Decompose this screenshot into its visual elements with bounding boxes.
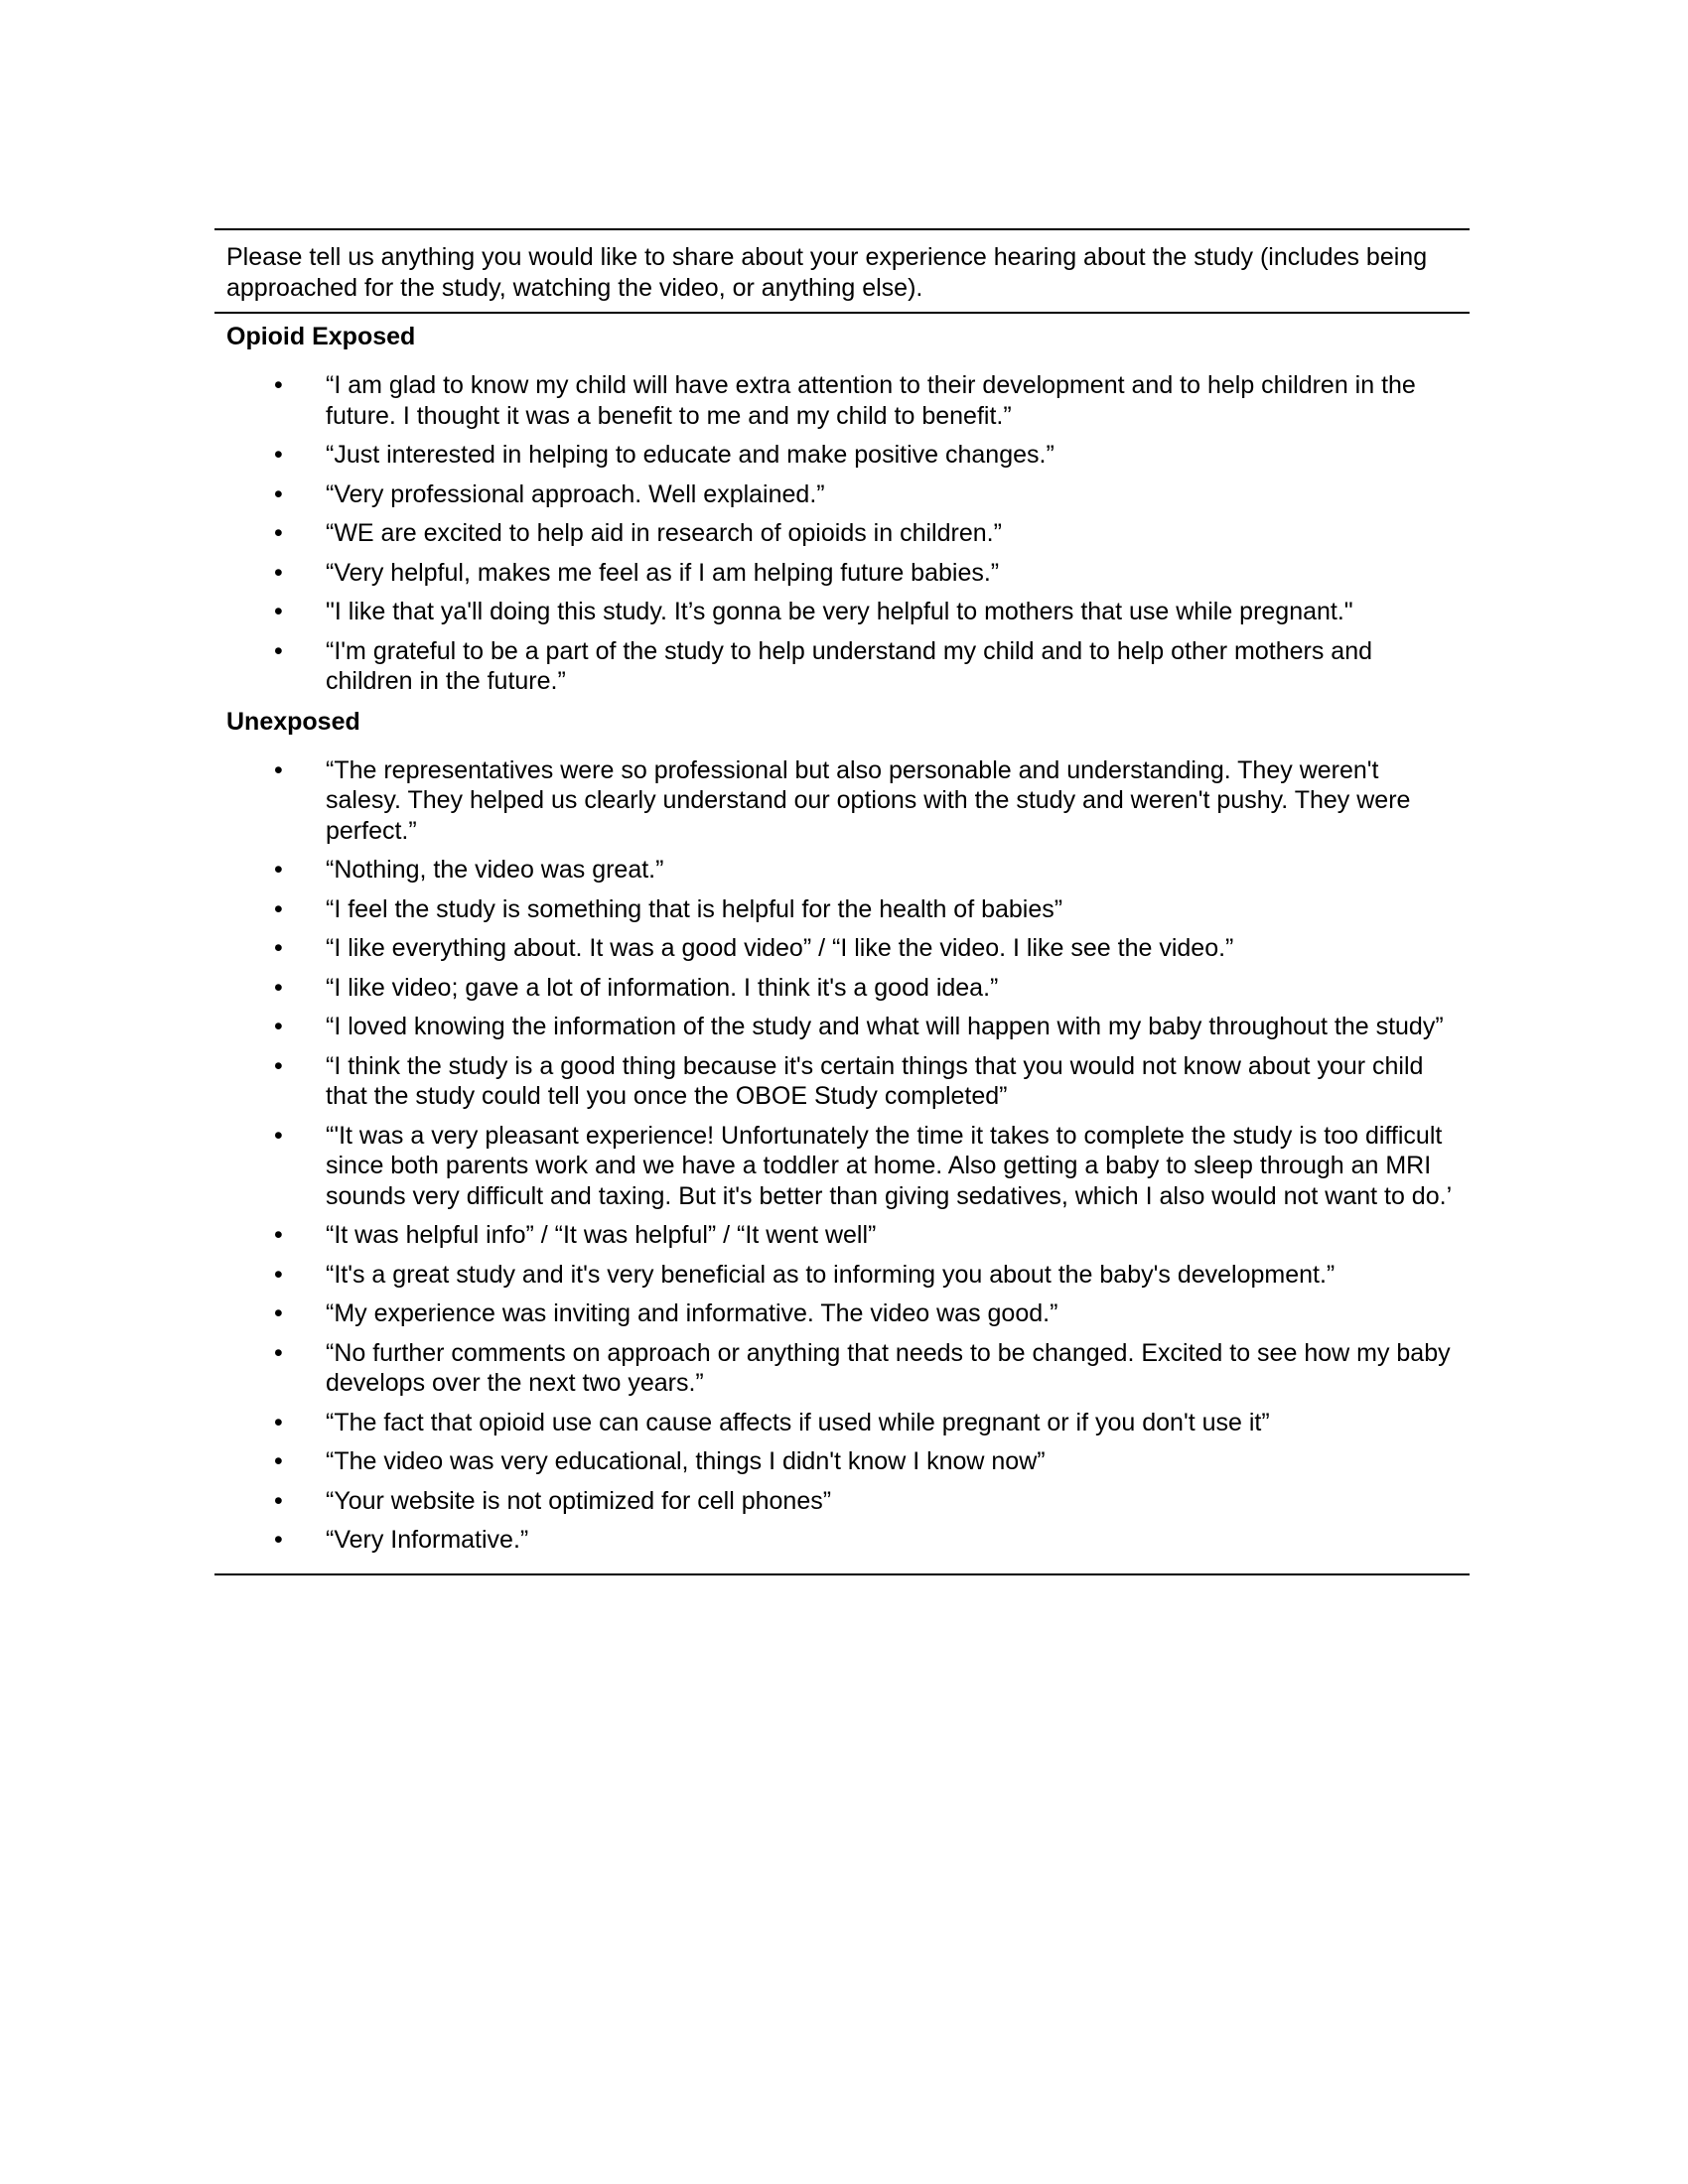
quote-text: “No further comments on approach or anything that needs to be changed. Excited to see how my baby develops over the next two years.” [326, 1338, 1451, 1397]
quote-text: “The fact that opioid use can cause affects if used while pregnant or if you don't use it” [326, 1408, 1270, 1436]
quote-item [226, 1525, 1458, 1556]
bullet-icon: • [274, 479, 283, 508]
quote-item [226, 1446, 1458, 1477]
quote-list-unexposed [226, 755, 1458, 1556]
quote-text: “Just interested in helping to educate and make positive changes.” [326, 441, 1055, 469]
quote-item [226, 479, 1458, 510]
quote-text: “It was helpful info” / “It was helpful” / “It went well” [326, 1221, 877, 1249]
quote-item [226, 1298, 1458, 1329]
bullet-icon: • [274, 598, 283, 625]
bullet-icon: • [274, 934, 283, 962]
quote-text: “I like video; gave a lot of information. I think it's a good idea.” [326, 973, 999, 1002]
quote-item [226, 1121, 1458, 1212]
quote-item [226, 1051, 1458, 1112]
bullet-icon: • [274, 1221, 283, 1249]
quote-item [226, 855, 1458, 886]
bullet-icon: • [274, 1338, 283, 1367]
quote-text: "I like that ya'll doing this study. It’s gonna be very helpful to mothers that use while pregnant." [326, 598, 1353, 625]
quote-text: “I'm grateful to be a part of the study to help understand my child and to help other mothers and children in the future.” [326, 636, 1373, 695]
quote-list-opioid-exposed [226, 370, 1458, 697]
quote-text: “The representatives were so professional but also personable and understanding. They weren't salesy. They helped us clearly understand our options with the study and weren't pushy. They were perfect.” [326, 755, 1411, 845]
quote-text: “WE are excited to help aid in research of opioids in children.” [326, 519, 1002, 547]
quote-text: “Very Informative.” [326, 1526, 529, 1554]
bullet-icon: • [274, 856, 283, 884]
quote-item [226, 370, 1458, 431]
quote-text: “I loved knowing the information of the study and what will happen with my baby throughout the study” [326, 1013, 1444, 1040]
bullet-icon: • [274, 755, 283, 784]
quote-text: “My experience was inviting and informative. The video was good.” [326, 1299, 1058, 1327]
table-body [214, 314, 1470, 1573]
quote-item [226, 1408, 1458, 1438]
quote-item [226, 894, 1458, 925]
quote-text: “I like everything about. It was a good video” / “I like the video. I like see the video.” [326, 934, 1234, 962]
bullet-icon: • [274, 894, 283, 923]
bullet-icon: • [274, 519, 283, 547]
quote-item [226, 1260, 1458, 1291]
quote-item [226, 518, 1458, 549]
bullet-icon: • [274, 558, 283, 587]
quote-item [226, 1338, 1458, 1399]
table-bottom-rule [214, 1573, 1470, 1575]
quote-text: “The video was very educational, things I didn't know I know now” [326, 1447, 1046, 1475]
quote-text: “'It was a very pleasant experience! Unfortunately the time it takes to complete the study is too difficult since both parents work and we have a toddler at home. Also getting a baby to sleep through an MRI sounds very difficult and taxing. But it's better than giving sedatives, which I also would not want to do.’ [326, 1121, 1453, 1210]
section-title-unexposed: Unexposed [226, 707, 360, 736]
quote-item [226, 597, 1458, 627]
bullet-icon: • [274, 1051, 283, 1080]
bullet-icon: • [274, 1408, 283, 1436]
bullet-icon: • [274, 1260, 283, 1289]
quote-text: “Very helpful, makes me feel as if I am helping future babies.” [326, 558, 1000, 587]
bullet-icon: • [274, 441, 283, 469]
quote-item [226, 933, 1458, 964]
bullet-icon: • [274, 1486, 283, 1515]
feedback-table [214, 228, 1470, 1575]
quote-item [226, 973, 1458, 1004]
quote-text: “I feel the study is something that is helpful for the health of babies” [326, 894, 1063, 923]
bullet-icon: • [274, 1121, 283, 1150]
quote-item [226, 1012, 1458, 1042]
bullet-icon: • [274, 1447, 283, 1475]
bullet-icon: • [274, 1526, 283, 1554]
quote-item [226, 440, 1458, 471]
quote-item [226, 558, 1458, 589]
quote-text: “Nothing, the video was great.” [326, 856, 664, 884]
bullet-icon: • [274, 973, 283, 1002]
quote-item [226, 1220, 1458, 1251]
quote-item [226, 1486, 1458, 1517]
bullet-icon: • [274, 636, 283, 665]
quote-text: “Your website is not optimized for cell phones” [326, 1486, 832, 1515]
quote-text: “I am glad to know my child will have extra attention to their development and to help children in the future. I thought it was a benefit to me and my child to benefit.” [326, 371, 1416, 430]
bullet-icon: • [274, 1299, 283, 1327]
bullet-icon: • [274, 371, 283, 399]
quote-item [226, 755, 1458, 847]
quote-text: “I think the study is a good thing because it's certain things that you would not know about your child that the study could tell you once the OBOE Study completed” [326, 1051, 1424, 1110]
section-title-opioid-exposed: Opioid Exposed [226, 323, 416, 350]
bullet-icon: • [274, 1013, 283, 1040]
question-header: Please tell us anything you would like to share about your experience hearing about the study (includes being approached for the study, watching the video, or anything else). [226, 243, 1428, 302]
quote-item [226, 636, 1458, 697]
quote-text: “Very professional approach. Well explained.” [326, 479, 825, 508]
quote-text: “It's a great study and it's very beneficial as to informing you about the baby's development.” [326, 1260, 1336, 1289]
